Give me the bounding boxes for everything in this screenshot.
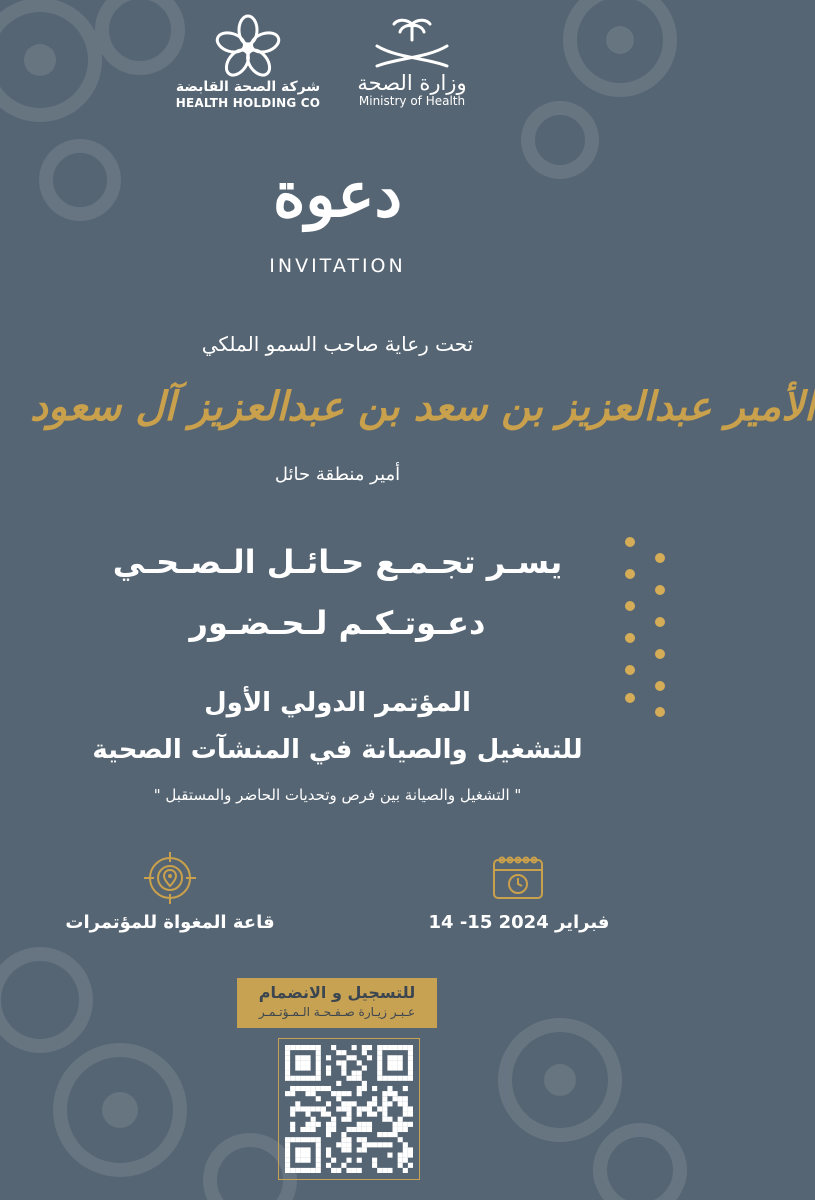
registration-label: للتسجيل و الانضمام — [258, 983, 416, 1002]
ministry-name-en: Ministry of Health — [358, 94, 466, 108]
qr-code-pattern — [285, 1045, 413, 1173]
venue-text: قاعة المغواة للمؤتمرات — [65, 912, 275, 933]
invitation-title-en: INVITATION — [269, 255, 406, 277]
patron-title: أمير منطقة حائل — [274, 464, 401, 485]
qr-code[interactable] — [278, 1038, 420, 1180]
health-holding-logo — [168, 14, 328, 110]
calendar-clock-icon — [488, 848, 548, 908]
invitation-title-ar: دعوة — [272, 158, 403, 231]
ministry-of-health-logo — [332, 14, 492, 108]
headline-line-2: دعـوتـكـم لـحـضـور — [189, 604, 486, 642]
conference-title-line-2: للتشغيل والصيانة في المنشآت الصحية — [92, 735, 583, 765]
conference-theme: " التشغيل والصيانة بين فرص وتحديات الحاضر والمستقبل " — [153, 786, 522, 804]
headline-line-1: يسـر تجـمـع حـائـل الـصـحـي — [112, 543, 563, 581]
location-target-icon — [140, 848, 200, 908]
flower-emblem-icon — [216, 14, 280, 78]
conference-title-line-1: المؤتمر الدولي الأول — [204, 688, 471, 718]
registration-banner[interactable] — [237, 978, 437, 1028]
date-text: 14 -15 فبراير 2024 — [428, 912, 610, 933]
patronage-intro: تحت رعاية صاحب السمو الملكي — [201, 332, 474, 356]
registration-sublabel: عـبـر زيـارة صـفـحـة الـمـؤتـمـر — [258, 1005, 416, 1019]
palm-swords-icon — [367, 14, 457, 72]
ministry-name-ar: وزارة الصحة — [357, 71, 467, 95]
holding-name-en: HEALTH HOLDING CO — [175, 96, 321, 110]
patron-name: الأمير عبدالعزيز بن سعد بن عبدالعزيز آل سعود — [30, 383, 815, 430]
holding-name-ar: شركة الصحة القابضة — [175, 79, 321, 95]
